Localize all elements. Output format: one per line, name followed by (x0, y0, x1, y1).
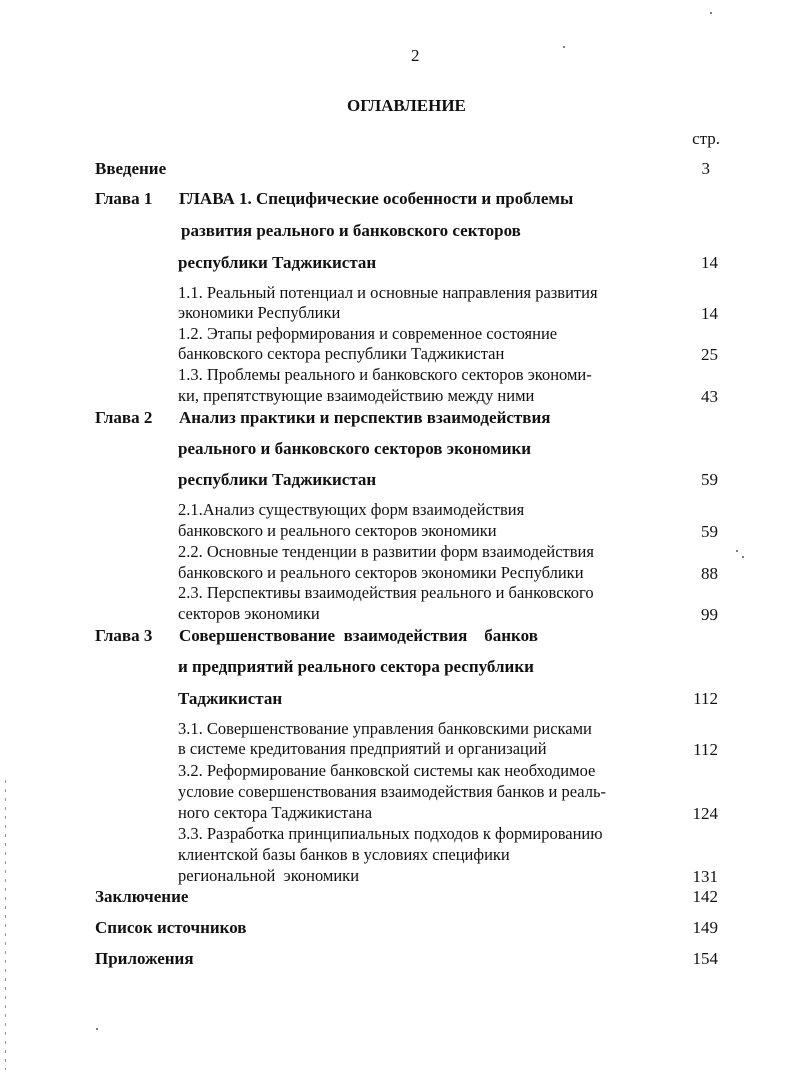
toc-chapter1-title-line3[interactable]: республики Таджикистан (178, 253, 377, 272)
toc-section-2-2-line2[interactable]: банковского и реального секторов экономики Республики (178, 563, 584, 582)
toc-intro-label[interactable]: Введение (95, 159, 167, 178)
toc-section-1-3-page: 43 (701, 387, 718, 406)
toc-section-2-3-page: 99 (701, 605, 718, 624)
scan-speck (742, 556, 744, 558)
toc-chapter1-page: 14 (701, 253, 718, 272)
toc-chapter2-title-line1[interactable]: Анализ практики и перспектив взаимодействия (179, 408, 551, 427)
toc-section-3-2-line3[interactable]: ного сектора Таджикистана (178, 803, 373, 822)
scan-speck (710, 12, 712, 14)
toc-appendix-page: 154 (692, 949, 718, 968)
toc-section-3-1-line1[interactable]: 3.1. Совершенствование управления банковскими рисками (178, 719, 592, 738)
toc-section-1-3-line2[interactable]: ки, препятствующие взаимодействию между ними (178, 386, 535, 405)
toc-section-2-2-line1[interactable]: 2.2. Основные тенденции в развитии форм взаимодействия (178, 542, 594, 561)
toc-section-3-2-line2[interactable]: условие совершенствования взаимодействия банков и реаль- (178, 782, 607, 801)
toc-section-1-2-page: 25 (701, 345, 718, 364)
toc-chapter3-label: Глава 3 (95, 626, 153, 645)
scan-speck (736, 550, 738, 552)
toc-section-2-2-page: 88 (701, 564, 718, 583)
toc-section-3-3-line1[interactable]: 3.3. Разработка принципиальных подходов к формированию (178, 824, 603, 843)
toc-section-1-1-line1[interactable]: 1.1. Реальный потенциал и основные направления развития (178, 283, 598, 302)
toc-conclusion-page: 142 (692, 887, 718, 906)
toc-sources-label[interactable]: Список источников (95, 918, 247, 937)
toc-chapter1-title-line1[interactable]: ГЛАВА 1. Специфические особенности и проблемы (179, 189, 574, 208)
toc-chapter1-label: Глава 1 (95, 189, 153, 208)
toc-section-1-2-line1[interactable]: 1.2. Этапы реформирования и современное состояние (178, 324, 558, 343)
toc-section-3-2-page: 124 (692, 804, 718, 823)
toc-section-1-2-line2[interactable]: банковского сектора республики Таджикистан (178, 344, 505, 363)
toc-intro-page: 3 (701, 159, 710, 178)
toc-chapter3-title-line3[interactable]: Таджикистан (178, 689, 283, 708)
toc-section-2-1-page: 59 (701, 522, 718, 541)
toc-sources-page: 149 (692, 918, 718, 937)
scan-speck (96, 1028, 98, 1030)
toc-section-2-3-line2[interactable]: секторов экономики (178, 604, 320, 623)
toc-section-1-1-line2[interactable]: экономики Республики (178, 303, 341, 322)
toc-chapter1-title-line2[interactable]: развития реального и банковского секторов (181, 221, 521, 240)
toc-section-3-3-line2[interactable]: клиентской базы банков в условиях специфики (178, 845, 510, 864)
toc-conclusion-label[interactable]: Заключение (95, 887, 189, 906)
pages-column-header: стр. (692, 129, 720, 148)
toc-section-1-3-line1[interactable]: 1.3. Проблемы реального и банковского секторов экономи- (178, 365, 592, 384)
toc-section-3-1-line2[interactable]: в системе кредитования предприятий и организаций (178, 739, 547, 758)
toc-chapter2-title-line2[interactable]: реального и банковского секторов экономики (178, 439, 532, 458)
toc-section-2-1-line2[interactable]: банковского и реального секторов экономики (178, 521, 497, 540)
toc-chapter3-title-line1[interactable]: Совершенствование взаимодействия банков (179, 626, 538, 645)
toc-chapter3-page: 112 (693, 689, 718, 708)
toc-section-1-1-page: 14 (701, 304, 718, 323)
toc-chapter2-label: Глава 2 (95, 408, 153, 427)
toc-section-2-1-line1[interactable]: 2.1.Анализ существующих форм взаимодействия (178, 500, 525, 519)
toc-section-3-2-line1[interactable]: 3.2. Реформирование банковской системы как необходимое (178, 761, 596, 780)
toc-section-3-1-page: 112 (693, 740, 718, 759)
toc-chapter3-title-line2[interactable]: и предприятий реального сектора республики (178, 657, 534, 676)
scan-speck (563, 46, 565, 48)
page-number: 2 (411, 46, 420, 65)
toc-section-3-3-page: 131 (692, 867, 718, 886)
toc-section-2-3-line1[interactable]: 2.3. Перспективы взаимодействия реального и банковского (178, 583, 594, 602)
scan-speck (5, 780, 6, 1070)
toc-appendix-label[interactable]: Приложения (95, 949, 194, 968)
toc-chapter2-title-line3[interactable]: республики Таджикистан (178, 470, 377, 489)
page-title: ОГЛАВЛЕНИЕ (347, 96, 466, 115)
toc-chapter2-page: 59 (701, 470, 718, 489)
toc-section-3-3-line3[interactable]: региональной экономики (178, 866, 360, 885)
